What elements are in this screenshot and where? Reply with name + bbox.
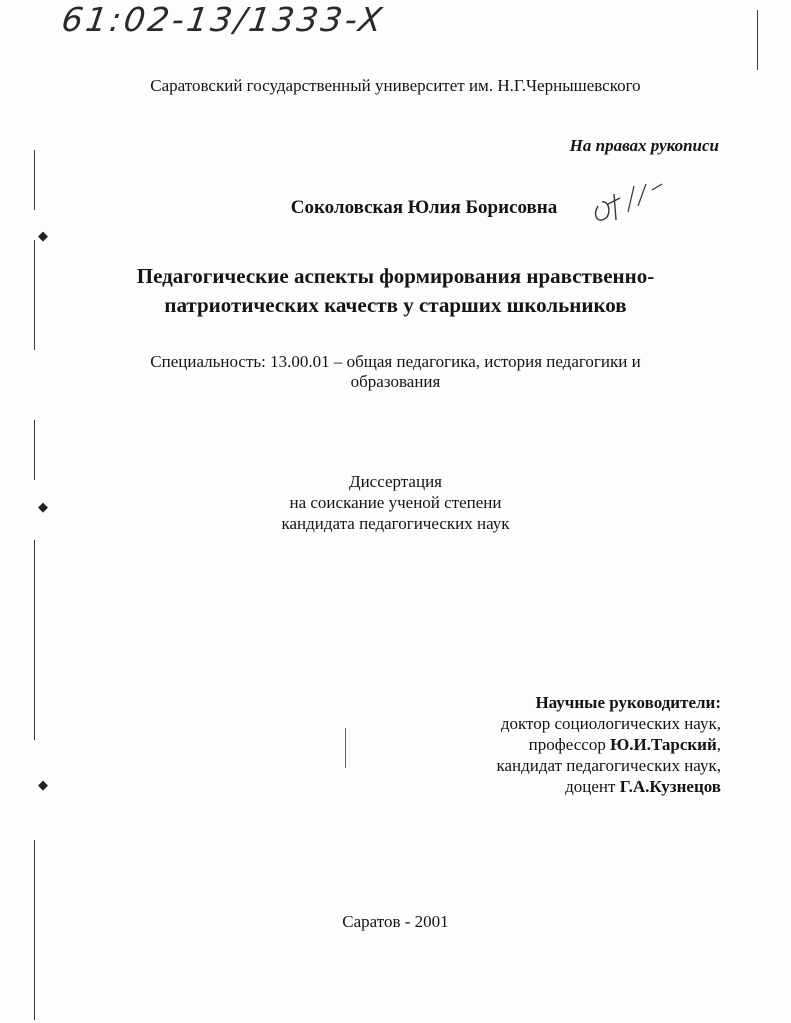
handwritten-catalog-code: 61:02-13/1333-X: [59, 0, 388, 39]
supervisor-2-title: [496, 776, 721, 797]
supervisor-1-title: [496, 734, 721, 755]
binding-hole-mark-icon: ◆: [38, 500, 48, 515]
scan-margin-line: [345, 728, 346, 768]
supervisors-block: [496, 692, 721, 797]
dissertation-line-3: кандидата педагогических наук: [281, 514, 510, 533]
dissertation-degree: [0, 471, 791, 534]
title-line-2: патриотических качеств у старших школьников: [164, 293, 627, 317]
manuscript-rights-note: На правах рукописи: [569, 136, 719, 155]
title-line-1: Педагогические аспекты формирования нравственно-: [136, 264, 655, 288]
university-name: Саратовский государственный университет им. Н.Г.Чернышевского: [150, 76, 641, 95]
supervisor-2-degree: кандидат педагогических наук,: [496, 756, 721, 775]
supervisor-1-rank: профессор: [528, 735, 611, 754]
scan-margin-line: [34, 240, 35, 350]
specialty-line-1: Специальность: 13.00.01 – общая педагогика, история педагогики и: [150, 352, 641, 371]
scan-margin-line: [34, 420, 35, 480]
scan-margin-line: [34, 150, 35, 210]
supervisor-2-name: Г.А.Кузнецов: [619, 777, 721, 796]
dissertation-line-1: Диссертация: [348, 472, 442, 491]
dissertation-title: [0, 262, 791, 320]
dissertation-line-2: на соискание ученой степени: [289, 493, 502, 512]
scan-margin-line: [34, 840, 35, 1020]
scan-margin-line: [34, 540, 35, 740]
binding-hole-mark-icon: ◆: [38, 778, 48, 793]
supervisor-1-degree: доктор социологических наук,: [500, 714, 721, 733]
binding-hole-mark-icon: ◆: [38, 229, 48, 244]
author-name: Соколовская Юлия Борисовна: [290, 197, 558, 218]
specialty-line-2: образования: [350, 372, 441, 391]
specialty: [0, 352, 791, 392]
supervisors-heading: Научные руководители:: [535, 693, 721, 712]
city-year: Саратов - 2001: [342, 912, 449, 931]
supervisor-2-rank: доцент: [565, 777, 620, 796]
signature-mark: [590, 176, 670, 226]
supervisor-1-name: Ю.И.Тарский: [610, 735, 717, 754]
supervisor-1-comma: ,: [716, 735, 721, 754]
scan-margin-line: [757, 10, 758, 70]
